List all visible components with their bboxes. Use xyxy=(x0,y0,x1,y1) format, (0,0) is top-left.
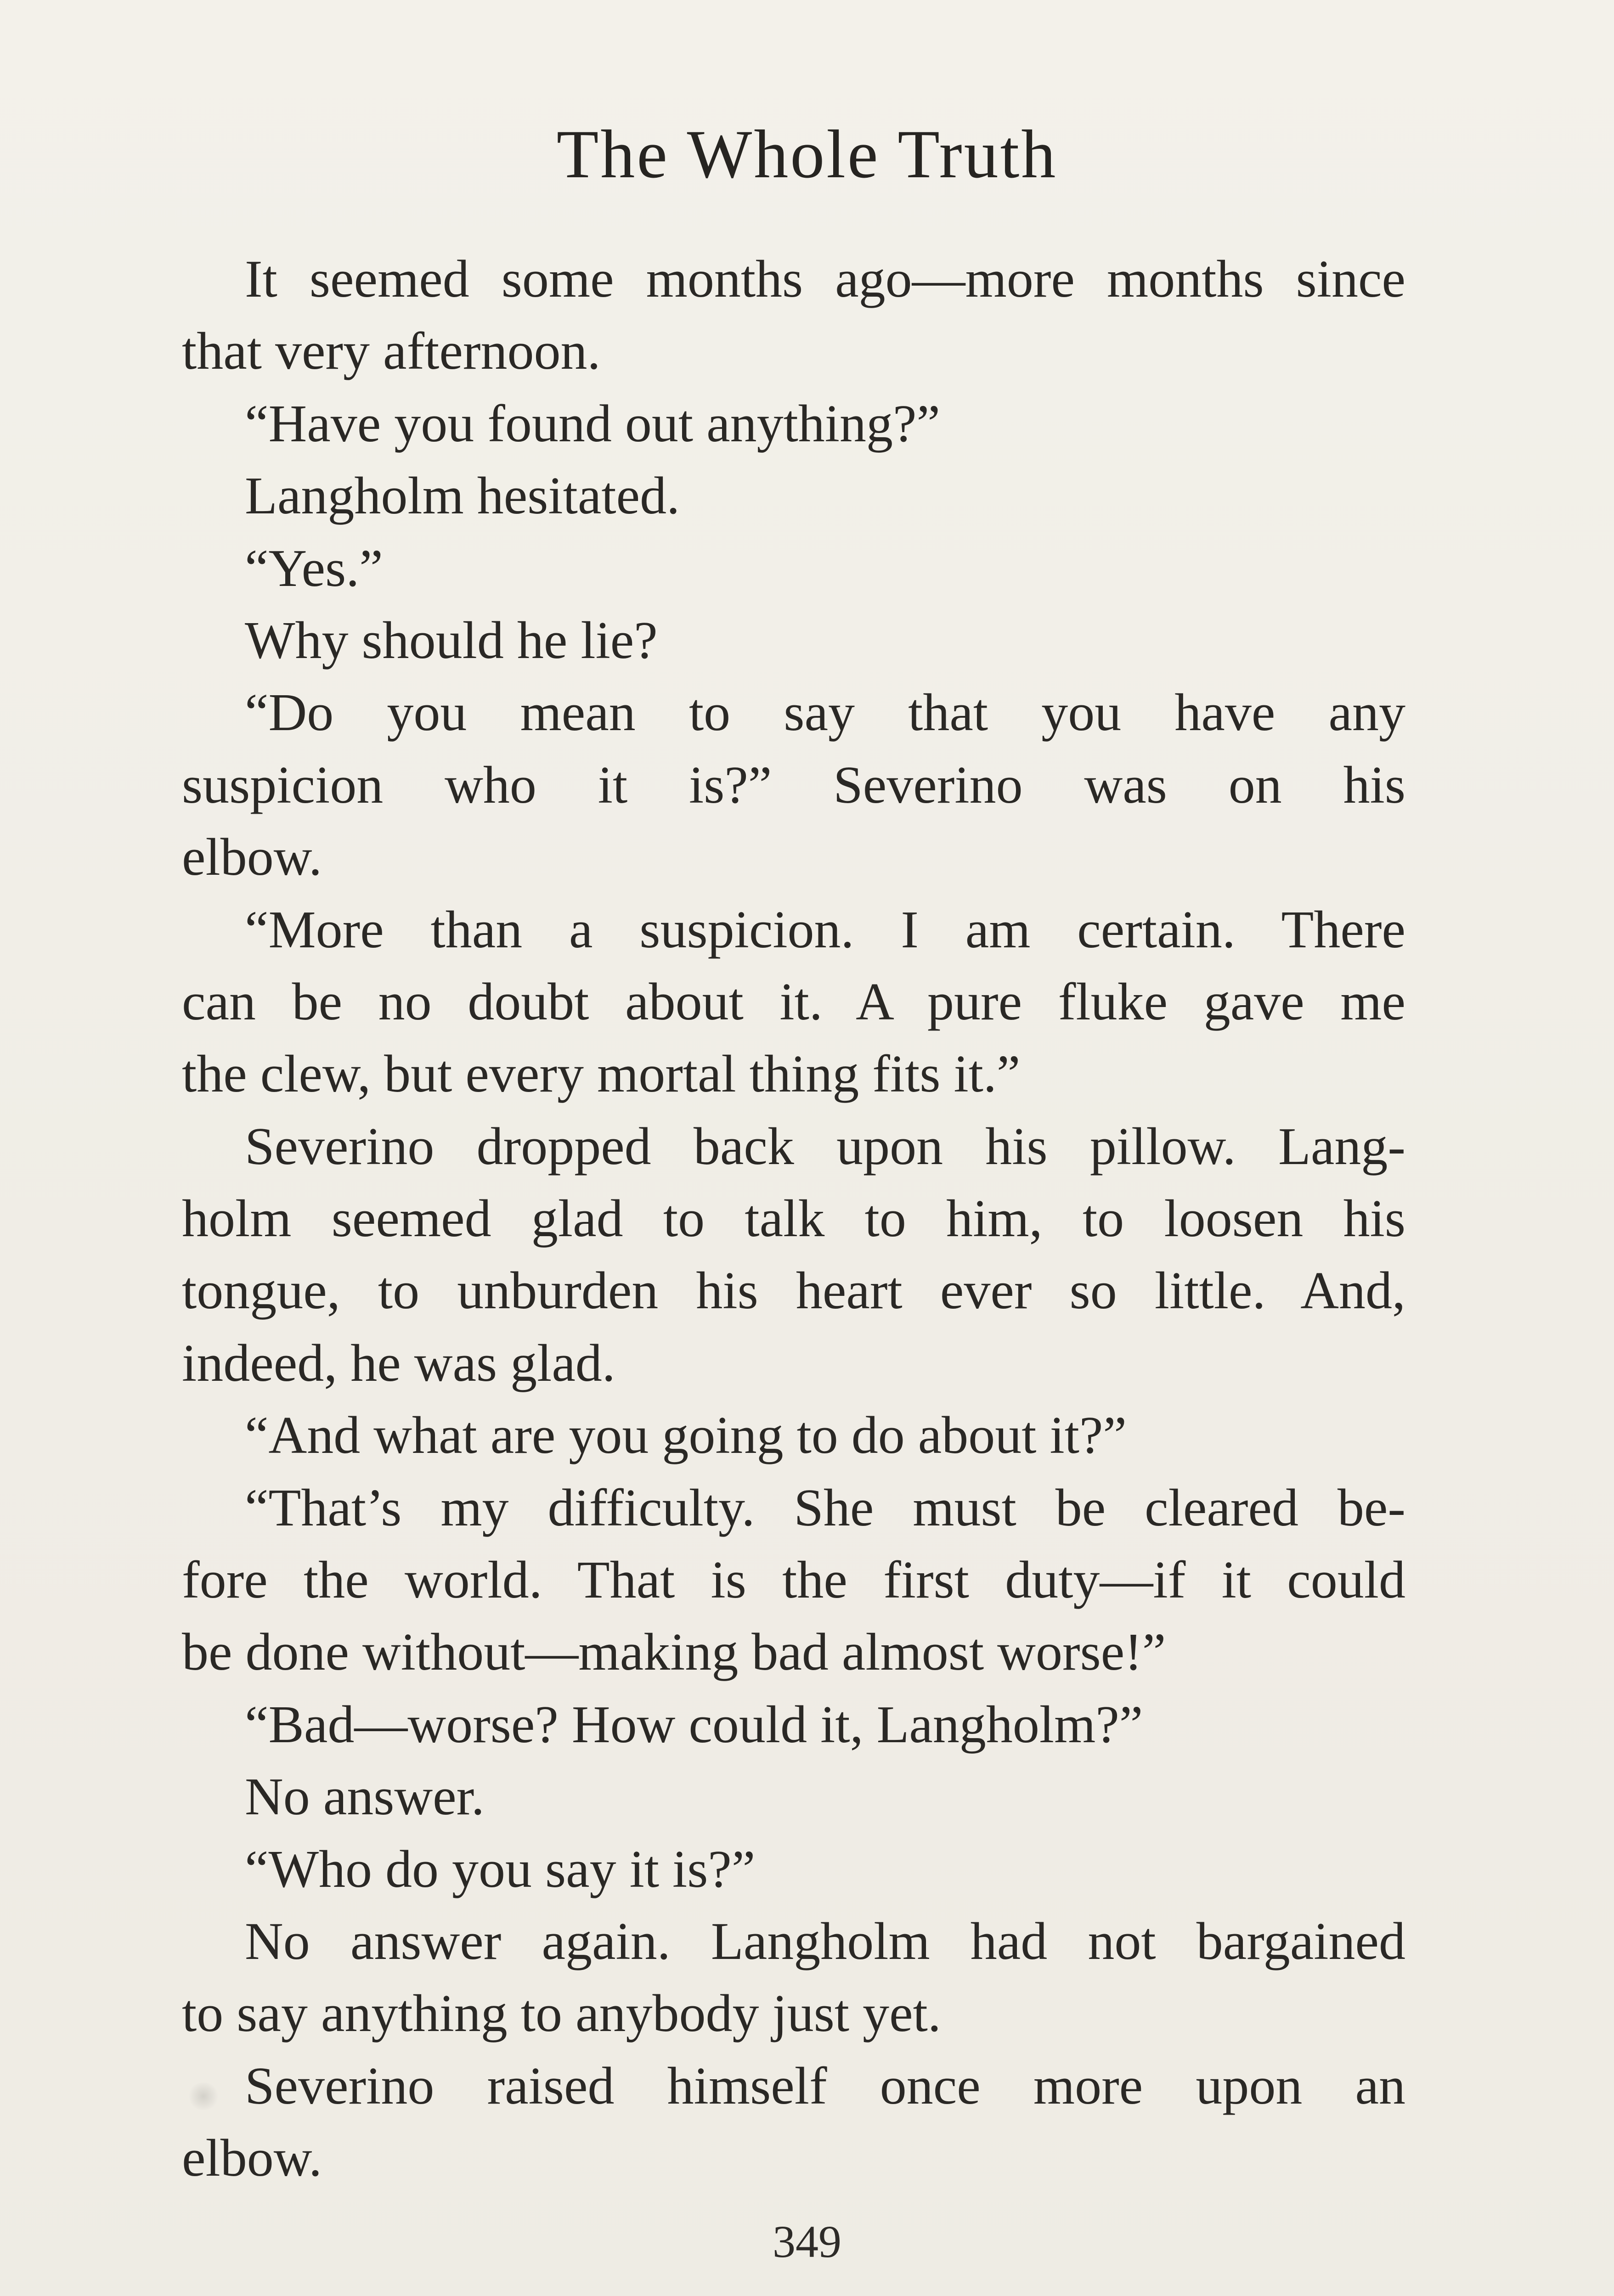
text-line: tongue, to unburden his heart ever so little. And, xyxy=(182,1261,1405,1321)
text-line: be done without—making bad almost worse!” xyxy=(182,1623,1166,1682)
text-line: can be no doubt about it. A pure fluke gave me xyxy=(182,972,1405,1031)
text-line: Why should he lie? xyxy=(245,611,658,670)
body-text xyxy=(182,243,1405,2195)
text-line: to say anything to anybody just yet. xyxy=(182,1984,941,2043)
text-line: “And what are you going to do about it?” xyxy=(245,1406,1127,1465)
page-number: 349 xyxy=(773,2216,841,2267)
text-line: No answer again. Langholm had not bargained xyxy=(245,1912,1405,1971)
text-line: “That’s my difficulty. She must be cleared be- xyxy=(245,1478,1405,1537)
text-line: “More than a suspicion. I am certain. There xyxy=(245,900,1405,959)
text-line: It seemed some months ago—more months since xyxy=(245,250,1405,309)
text-line: that very afternoon. xyxy=(182,322,601,381)
text-line: “Bad—worse? How could it, Langholm?” xyxy=(245,1695,1143,1754)
text-line: No answer. xyxy=(245,1767,485,1827)
text-line: holm seemed glad to talk to him, to loosen his xyxy=(182,1189,1405,1249)
text-line: indeed, he was glad. xyxy=(182,1334,615,1393)
text-line: “Do you mean to say that you have any xyxy=(245,683,1405,743)
text-line: “Yes.” xyxy=(245,539,383,598)
text-line: Severino dropped back upon his pillow. Lang- xyxy=(245,1117,1405,1176)
text-line: the clew, but every mortal thing fits it.” xyxy=(182,1045,1021,1104)
text-line: Severino raised himself once more upon an xyxy=(245,2056,1405,2116)
text-line: suspicion who it is?” Severino was on his xyxy=(182,755,1405,815)
text-line: “Who do you say it is?” xyxy=(245,1840,756,1899)
page-title: The Whole Truth xyxy=(556,116,1058,192)
ink-smudge xyxy=(187,2082,220,2110)
text-line: “Have you found out anything?” xyxy=(245,394,941,453)
text-line: Langholm hesitated. xyxy=(245,467,680,526)
text-line: elbow. xyxy=(182,828,322,887)
text-line: fore the world. That is the first duty—if it could xyxy=(182,1551,1405,1610)
text-line: elbow. xyxy=(182,2129,322,2188)
